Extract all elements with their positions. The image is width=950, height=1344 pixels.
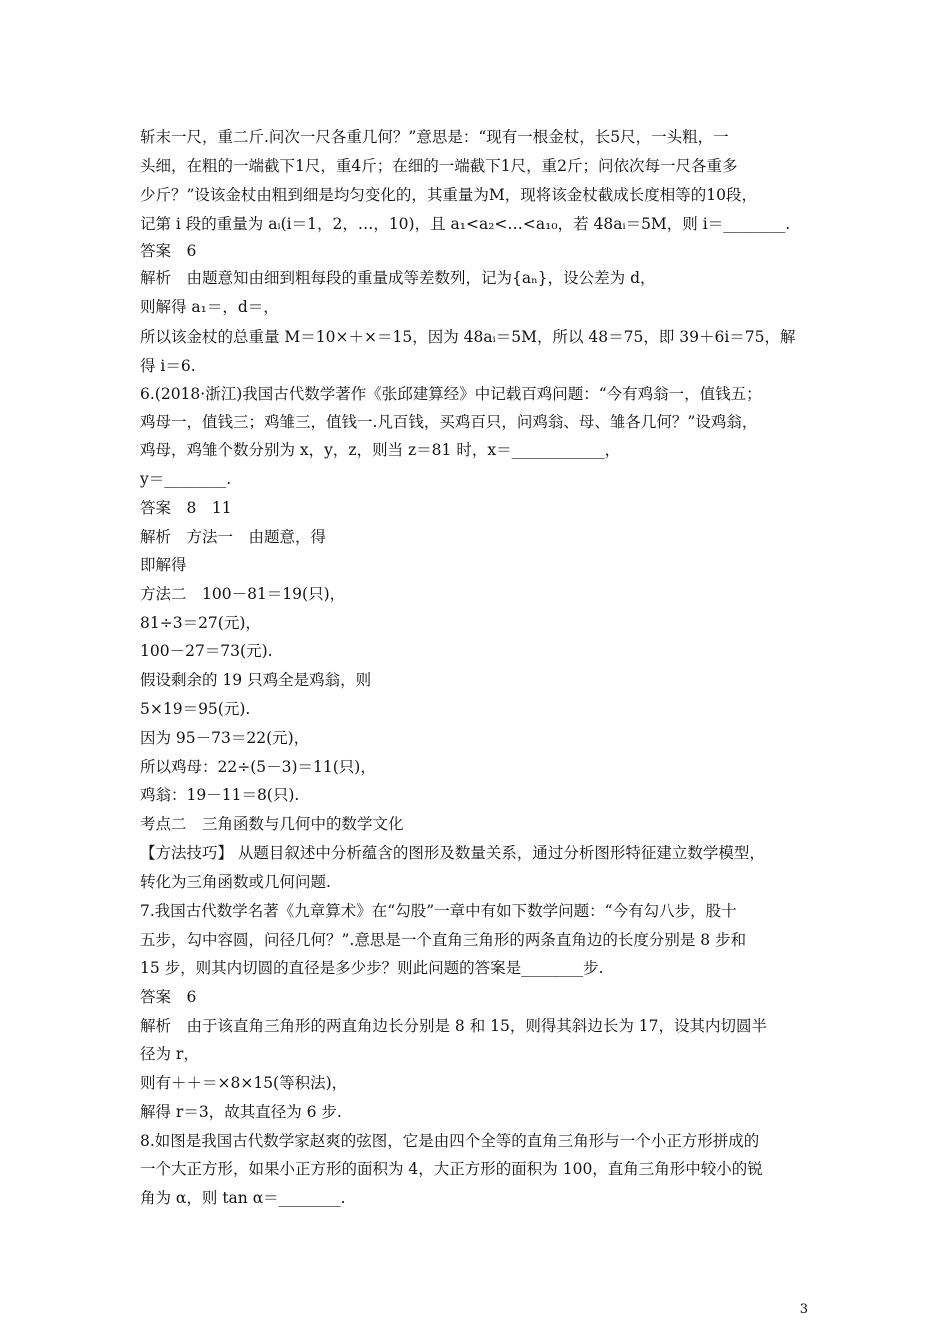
text-line: 则解得 a₁＝，d＝， [140, 298, 279, 316]
text-line: 头细，在粗的一端截下1尺，重4斤；在细的一端截下1尺，重2斤；问依次每一尺各重多 [140, 157, 738, 175]
text-line: 径为 r， [140, 1045, 199, 1063]
text-line: 五步，勾中容圆，问径几何？”.意思是一个直角三角形的两条直角边的长度分别是 8 步和 [140, 931, 747, 949]
text-line: 转化为三角函数或几何问题. [140, 873, 331, 891]
text-line: 15 步，则其内切圆的直径是多少步？则此问题的答案是________步. [140, 959, 604, 977]
text-line: y＝________. [140, 470, 232, 488]
text-line: 鸡母，鸡雏个数分别为 x，y，z，则当 z＝81 时，x＝____________， [140, 441, 621, 459]
text-line: 所以该金杖的总重量 M＝10×＋×＝15，因为 48aᵢ＝5M，所以 48＝75，即 39＋6i＝75，解 [140, 328, 796, 346]
text-line: 5×19＝95(元). [140, 700, 251, 718]
text-line: 记第 i 段的重量为 aᵢ(i＝1，2，…，10)，且 a₁<a₂<…<a₁₀，若 48aᵢ＝5M，则 i＝________. [140, 215, 791, 233]
section-heading: 考点二 三角函数与几何中的数学文化 [140, 815, 404, 833]
text-line: 81÷3＝27(元)， [140, 614, 261, 632]
text-line: 方法二 100－81＝19(只)， [140, 585, 346, 603]
answer-line: 答案 6 [140, 242, 197, 260]
text-line: 鸡母一，值钱三；鸡雏三，值钱一.凡百钱，买鸡百只，问鸡翁、母、雏各几何？”设鸡翁， [140, 413, 758, 431]
text-line: 则有＋＋＝×8×15(等积法)， [140, 1074, 348, 1092]
text-line: 角为 α，则 tan α＝________. [140, 1189, 346, 1207]
page-number: 3 [799, 1302, 808, 1317]
analysis-line: 解析 由题意知由细到粗每段的重量成等差数列，记为{aₙ}，设公差为 d， [140, 269, 656, 287]
method-tip: 【方法技巧】 从题目叙述中分析蕴含的图形及数量关系，通过分析图形特征建立数学模型， [140, 844, 765, 862]
analysis-line: 解析 方法一 由题意，得 [140, 528, 327, 546]
text-line: 假设剩余的 19 只鸡全是鸡翁，则 [140, 671, 372, 689]
text-line: 100－27＝73(元). [140, 642, 273, 660]
text-line: 得 i＝6. [140, 357, 196, 375]
question-8: 8.如图是我国古代数学家赵爽的弦图，它是由四个全等的直角三角形与一个小正方形拼成的 [140, 1132, 760, 1150]
text-line: 斩末一尺，重二斤.问次一尺各重几何？”意思是：“现有一根金杖，长5尺，一头粗，一 [140, 128, 729, 146]
question-7: 7.我国古代数学名著《九章算术》在“勾股”一章中有如下数学问题：“今有勾八步，股十 [140, 902, 737, 920]
answer-line: 答案 8 11 [140, 499, 232, 517]
text-line: 即解得 [140, 556, 187, 574]
question-6: 6.(2018·浙江)我国古代数学著作《张邱建算经》中记载百鸡问题：“今有鸡翁一，值钱五； [140, 385, 762, 403]
answer-line: 答案 6 [140, 988, 197, 1006]
text-line: 解得 r＝3，故其直径为 6 步. [140, 1103, 342, 1121]
text-line: 一个大正方形，如果小正方形的面积为 4，大正方形的面积为 100，直角三角形中较小的锐 [140, 1160, 763, 1178]
text-line: 鸡翁：19－11＝8(只). [140, 786, 300, 804]
analysis-line: 解析 由于该直角三角形的两直角边长分别是 8 和 15，则得其斜边长为 17，设其内切圆半 [140, 1017, 768, 1035]
text-line: 所以鸡母：22÷(5－3)＝11(只)， [140, 758, 376, 776]
text-line: 因为 95－73＝22(元)， [140, 729, 310, 747]
text-line: 少斤？”设该金杖由粗到细是均匀变化的，其重量为M，现将该金杖截成长度相等的10段， [140, 186, 758, 204]
